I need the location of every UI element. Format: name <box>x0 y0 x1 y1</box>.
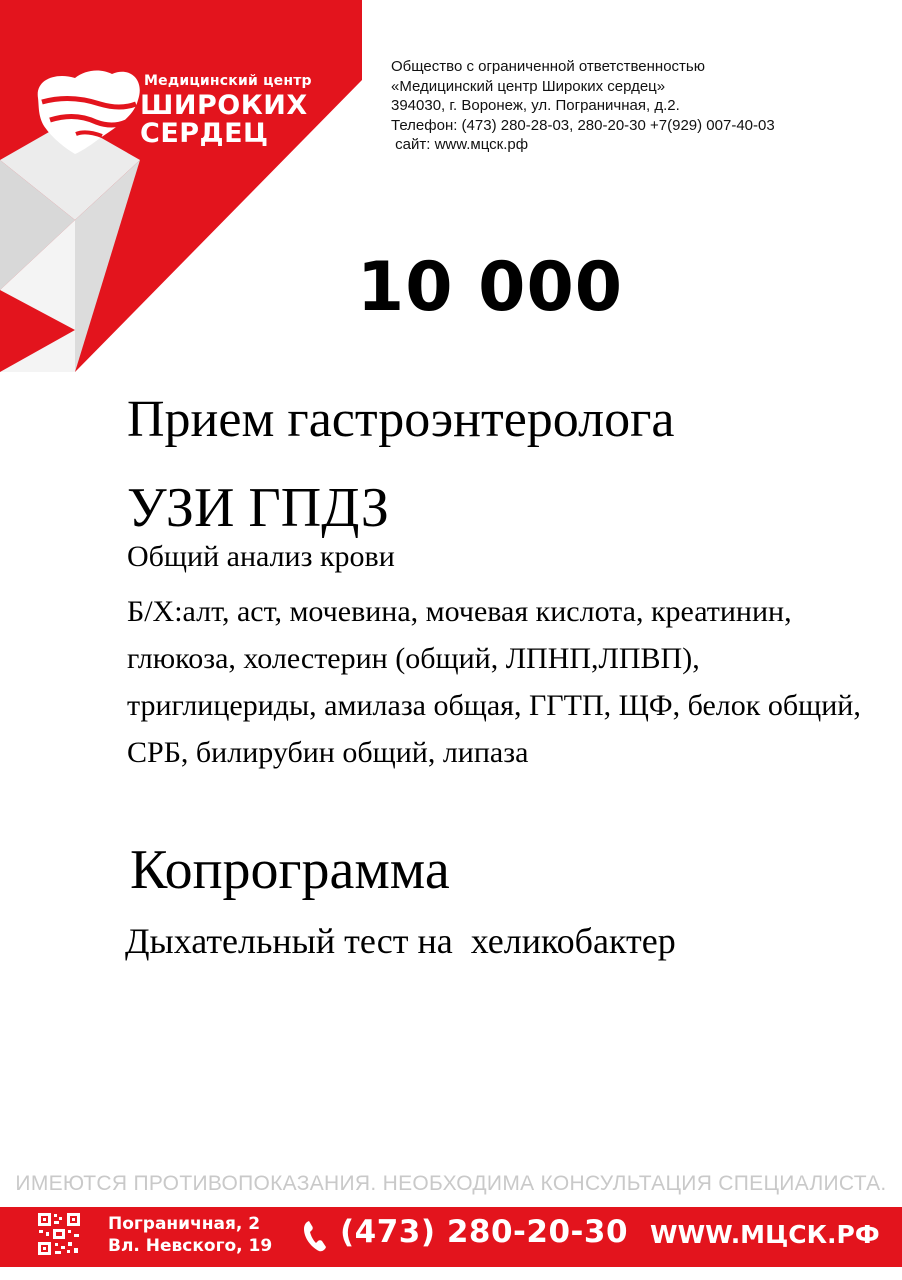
org-name: «Медицинский центр Широких сердец» <box>391 77 666 95</box>
org-phones: Телефон: (473) 280-28-03, 280-20-30 +7(929) 007-40-03 <box>391 116 775 134</box>
logo-title-line1: ШИРОКИХ <box>140 90 308 121</box>
service-biochemistry: Б/Х:алт, аст, мочевина, мочевая кислота, креатинин, глюкоза, холестерин (общий, ЛПНП,ЛПВП), триглицериды, амилаза общая, ГГТП, ЩФ, белок общий, СРБ, билирубин общий, липаза <box>127 595 861 769</box>
brand-logo-text <box>140 74 312 149</box>
address-line2: Вл. Невского, 19 <box>108 1236 273 1256</box>
address-line1: Пограничная, 2 <box>108 1214 261 1234</box>
service-breath-test: Дыхательный тест на хеликобактер <box>125 921 676 961</box>
service-coprogram: Копрограмма <box>130 839 450 901</box>
logo-title-line2: СЕРДЕЦ <box>140 118 269 150</box>
contraindications-warning: ИМЕЮТСЯ ПРОТИВОПОКАЗАНИЯ. НЕОБХОДИМА КОНСУЛЬТАЦИЯ СПЕЦИАЛИСТА. <box>15 1172 887 1195</box>
footer-addresses <box>108 1213 272 1257</box>
price: 10 000 <box>356 248 624 327</box>
org-type: Общество с ограниченной ответственностью <box>391 58 705 75</box>
service-ultrasound: УЗИ ГПДЗ <box>127 477 389 539</box>
service-gastroenterologist: Прием гастроэнтеролога <box>127 391 675 448</box>
organization-info <box>391 57 775 155</box>
org-website: сайт: www.мцск.рф <box>391 136 529 153</box>
phone-icon <box>302 1219 328 1253</box>
logo-subtitle: Медицинский центр <box>144 73 312 89</box>
service-blood-test: Общий анализ крови <box>127 540 395 573</box>
org-address: 394030, г. Воронеж, ул. Пограничная, д.2. <box>391 97 680 114</box>
qr-code-icon <box>37 1212 81 1256</box>
footer-phone[interactable]: (473) 280-20-30 <box>340 1214 629 1250</box>
footer-website[interactable]: WWW.МЦСК.РФ <box>650 1220 880 1249</box>
